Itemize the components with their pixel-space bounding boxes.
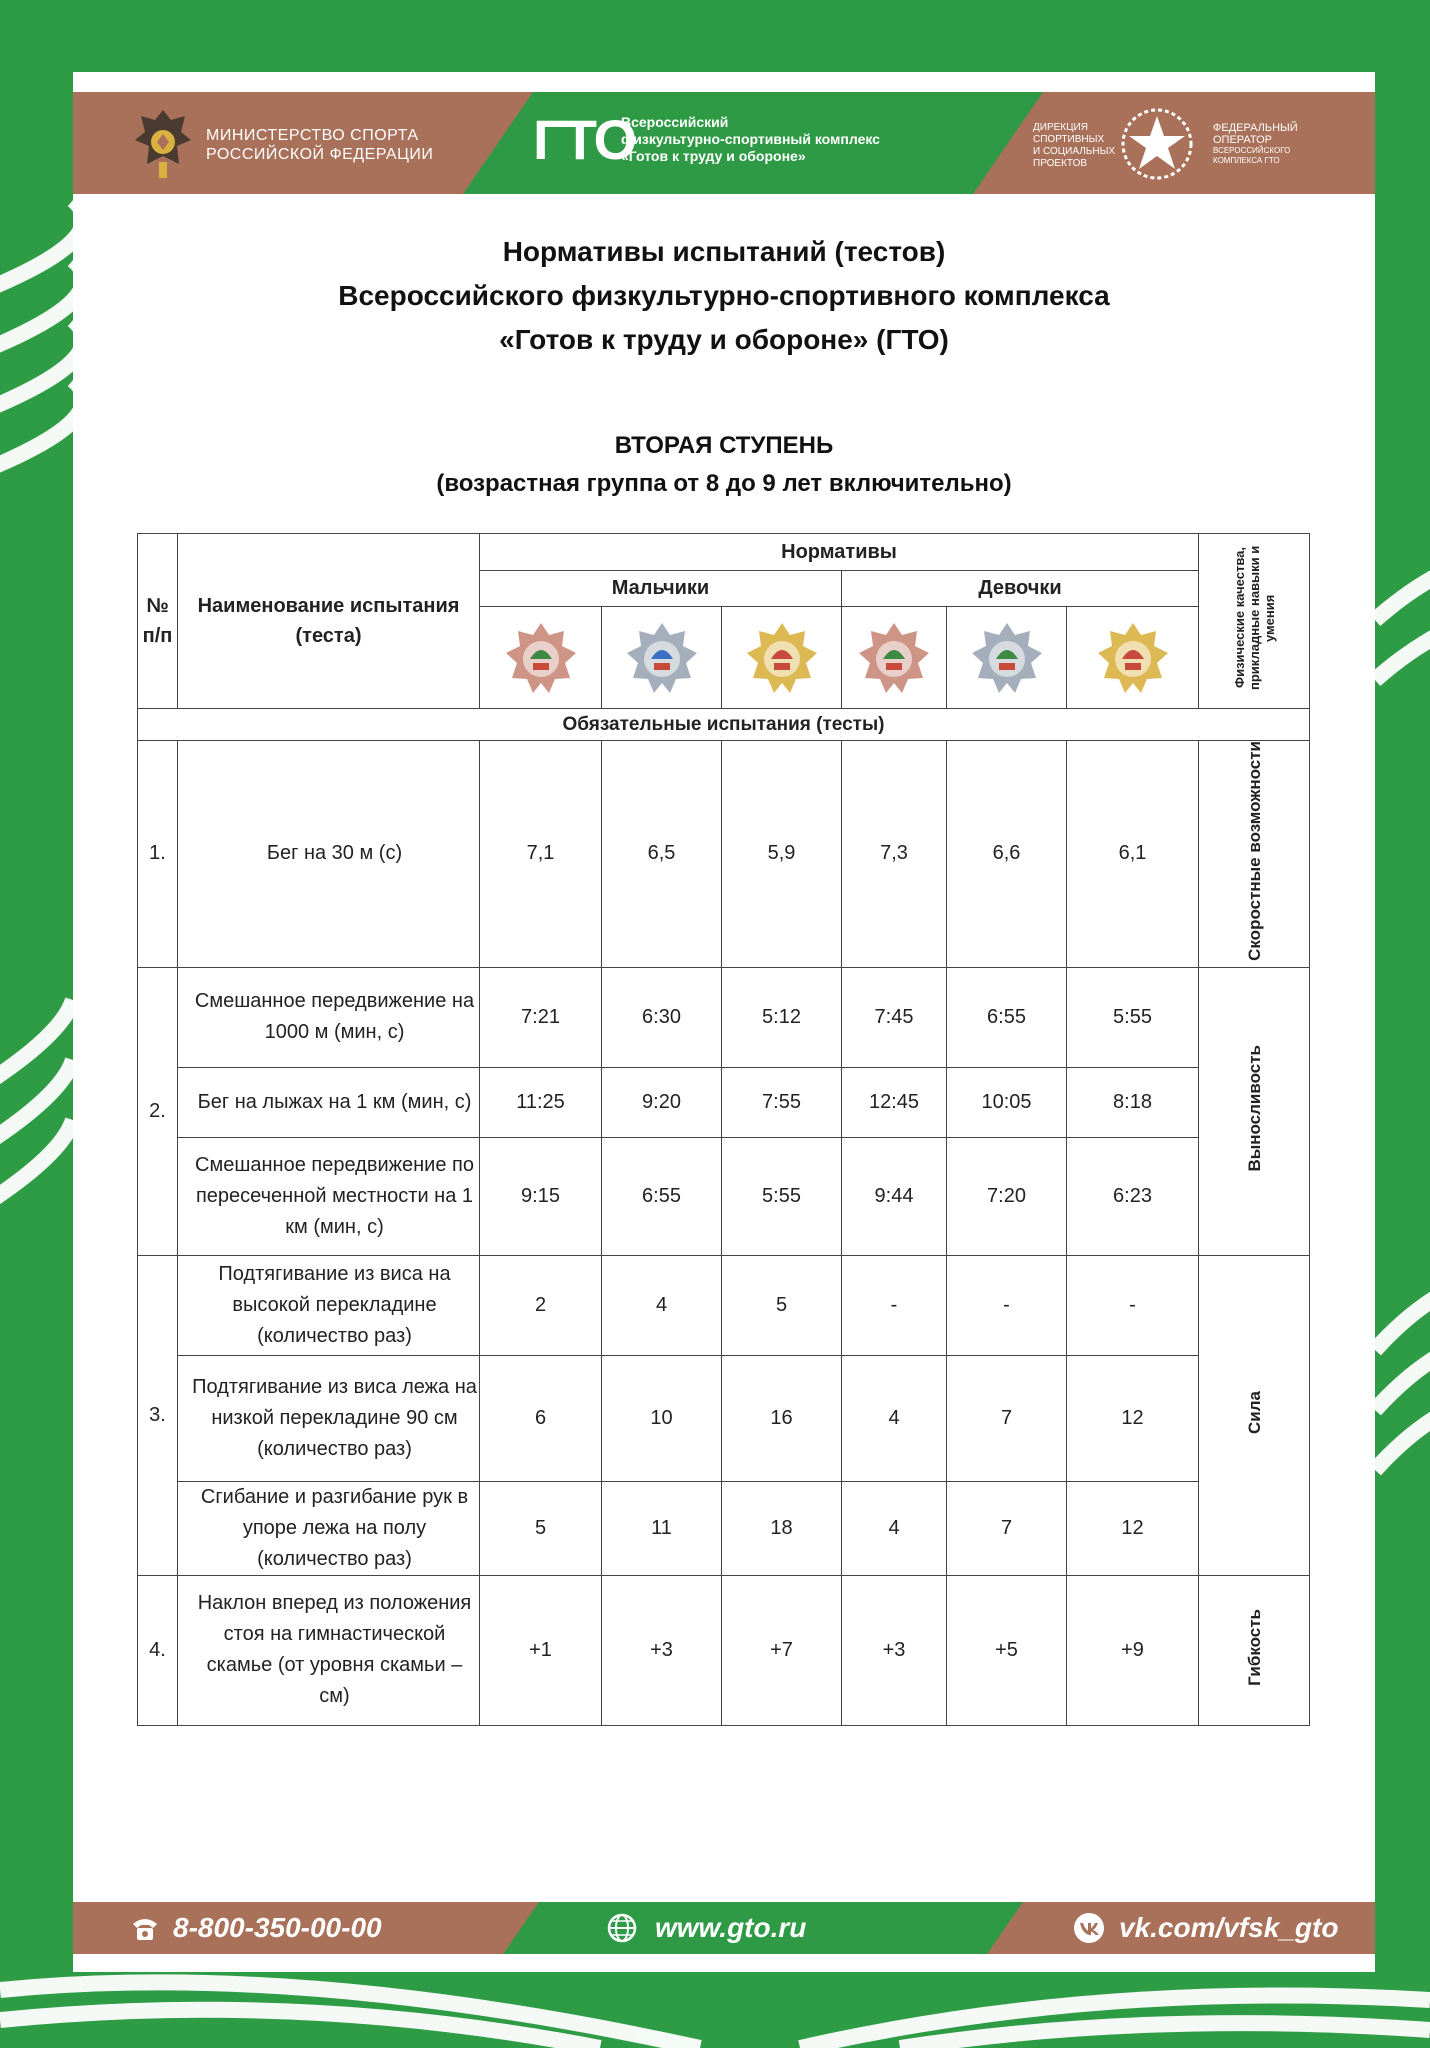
norm-value: 18 bbox=[722, 1481, 842, 1575]
gto-line-2: физкультурно-спортивный комплекс bbox=[621, 131, 880, 147]
badge-cell bbox=[842, 607, 947, 709]
globe-icon bbox=[606, 1912, 638, 1944]
document-sheet bbox=[73, 72, 1375, 1972]
title-line-1: Нормативы испытаний (тестов) bbox=[502, 236, 946, 267]
norm-value: 7,3 bbox=[842, 741, 947, 968]
star-emblem-icon bbox=[1118, 106, 1196, 182]
norms-table bbox=[137, 533, 1310, 1726]
physical-quality: Выносливость bbox=[1199, 967, 1310, 1255]
norm-value: 16 bbox=[722, 1355, 842, 1481]
norm-value: 7:45 bbox=[842, 967, 947, 1067]
norm-value: +7 bbox=[722, 1575, 842, 1725]
bronze-badge-icon bbox=[855, 619, 933, 697]
badge-cell bbox=[602, 607, 722, 709]
norm-value: 5,9 bbox=[722, 741, 842, 968]
norm-value: - bbox=[947, 1255, 1067, 1355]
stage-name: ВТОРАЯ СТУПЕНЬ bbox=[614, 432, 834, 459]
norm-value: 12 bbox=[1067, 1355, 1199, 1481]
row-number: 1. bbox=[138, 741, 178, 968]
directorate-line-4: ПРОЕКТОВ bbox=[1033, 158, 1088, 169]
gto-line-3: «Готов к труду и обороне» bbox=[621, 148, 806, 164]
table-row bbox=[138, 1481, 1310, 1575]
title-line-3: «Готов к труду и обороне» (ГТО) bbox=[499, 324, 949, 355]
title-line-2: Всероссийского физкультурно-спортивного комплекса bbox=[338, 280, 1110, 311]
norm-value: 7:21 bbox=[480, 967, 602, 1067]
norm-value: 4 bbox=[842, 1481, 947, 1575]
test-name: Смешанное передвижение по пересеченной местности на 1 км (мин, с) bbox=[178, 1137, 480, 1255]
age-group: (возрастная группа от 8 до 9 лет включительно) bbox=[436, 470, 1012, 497]
norm-value: 7:55 bbox=[722, 1067, 842, 1137]
physical-quality: Гибкость bbox=[1199, 1575, 1310, 1725]
norm-value: 4 bbox=[842, 1355, 947, 1481]
table-row bbox=[138, 1067, 1310, 1137]
norm-value: 7 bbox=[947, 1355, 1067, 1481]
test-name: Бег на 30 м (с) bbox=[178, 741, 480, 968]
col-norms-header: Нормативы bbox=[480, 534, 1199, 571]
norm-value: 9:20 bbox=[602, 1067, 722, 1137]
row-number: 4. bbox=[138, 1575, 178, 1725]
federal-operator-name bbox=[1213, 122, 1298, 166]
norm-value: 4 bbox=[602, 1255, 722, 1355]
norm-value: 6,1 bbox=[1067, 741, 1199, 968]
norm-value: - bbox=[1067, 1255, 1199, 1355]
col-qualities-header: Физические качества, прикладные навыки и умения bbox=[1199, 534, 1310, 709]
footer-phone[interactable]: 8-800-350-00-00 bbox=[173, 1912, 382, 1943]
row-number: 2. bbox=[138, 967, 178, 1255]
gold-badge-icon bbox=[743, 619, 821, 697]
directorate-line-1: ДИРЕКЦИЯ bbox=[1033, 122, 1088, 133]
table-row bbox=[138, 1137, 1310, 1255]
operator-line-3: ВСЕРОССИЙСКОГО bbox=[1213, 146, 1291, 155]
section-mandatory: Обязательные испытания (тесты) bbox=[138, 709, 1310, 741]
norm-value: 9:15 bbox=[480, 1137, 602, 1255]
ministry-line-2: РОССИЙСКОЙ ФЕДЕРАЦИИ bbox=[206, 146, 434, 163]
norm-value: 11 bbox=[602, 1481, 722, 1575]
physical-quality: Скоростные возможности bbox=[1199, 741, 1310, 968]
test-name: Сгибание и разгибание рук в упоре лежа на полу (количество раз) bbox=[178, 1481, 480, 1575]
norm-value: 8:18 bbox=[1067, 1067, 1199, 1137]
norm-value: +9 bbox=[1067, 1575, 1199, 1725]
norm-value: 7:20 bbox=[947, 1137, 1067, 1255]
norms-body bbox=[138, 741, 1310, 1726]
table-row bbox=[138, 741, 1310, 968]
operator-line-4: КОМПЛЕКСА ГТО bbox=[1213, 156, 1280, 165]
norm-value: 5 bbox=[480, 1481, 602, 1575]
gto-full-name bbox=[621, 114, 880, 165]
norm-value: 12 bbox=[1067, 1481, 1199, 1575]
norm-value: 7 bbox=[947, 1481, 1067, 1575]
norm-value: +5 bbox=[947, 1575, 1067, 1725]
footer-vk[interactable]: vk.com/vfsk_gto bbox=[1119, 1912, 1339, 1943]
silver-badge-icon bbox=[623, 619, 701, 697]
gto-line-1: Всероссийский bbox=[621, 114, 729, 130]
col-name-header: Наименование испытания (теста) bbox=[178, 534, 480, 709]
norm-value: 5 bbox=[722, 1255, 842, 1355]
norm-value: 5:12 bbox=[722, 967, 842, 1067]
norm-value: 10:05 bbox=[947, 1067, 1067, 1137]
test-name: Наклон вперед из положения стоя на гимнастической скамье (от уровня скамьи – см) bbox=[178, 1575, 480, 1725]
vk-icon bbox=[1073, 1912, 1105, 1944]
test-name: Смешанное передвижение на 1000 м (мин, с) bbox=[178, 967, 480, 1067]
norm-value: 6 bbox=[480, 1355, 602, 1481]
norm-value: +1 bbox=[480, 1575, 602, 1725]
norm-value: 11:25 bbox=[480, 1067, 602, 1137]
row-number: 3. bbox=[138, 1255, 178, 1575]
physical-quality: Сила bbox=[1199, 1255, 1310, 1575]
bronze-badge-icon bbox=[502, 619, 580, 697]
stage-heading bbox=[73, 427, 1375, 503]
phone-icon bbox=[129, 1912, 161, 1944]
norm-value: 10 bbox=[602, 1355, 722, 1481]
table-row bbox=[138, 967, 1310, 1067]
footer-band bbox=[73, 1902, 1375, 1954]
norm-value: 12:45 bbox=[842, 1067, 947, 1137]
norm-value: 6,5 bbox=[602, 741, 722, 968]
directorate-name bbox=[1033, 122, 1115, 170]
directorate-line-3: И СОЦИАЛЬНЫХ bbox=[1033, 146, 1116, 157]
norm-value: - bbox=[842, 1255, 947, 1355]
norm-value: 6,6 bbox=[947, 741, 1067, 968]
document-title bbox=[73, 230, 1375, 362]
col-girls-header: Девочки bbox=[842, 571, 1199, 607]
norm-value: 5:55 bbox=[722, 1137, 842, 1255]
badge-cell bbox=[480, 607, 602, 709]
directorate-line-2: СПОРТИВНЫХ bbox=[1033, 134, 1105, 145]
table-row bbox=[138, 1575, 1310, 1725]
norm-value: 6:55 bbox=[947, 967, 1067, 1067]
header-band bbox=[73, 92, 1375, 194]
silver-badge-icon bbox=[968, 619, 1046, 697]
gto-logo: ГТО bbox=[533, 108, 636, 171]
norm-value: 6:55 bbox=[602, 1137, 722, 1255]
badge-cell bbox=[947, 607, 1067, 709]
norm-value: 7,1 bbox=[480, 741, 602, 968]
operator-line-1: ФЕДЕРАЛЬНЫЙ bbox=[1213, 122, 1298, 134]
ministry-emblem-icon bbox=[131, 106, 195, 182]
table-row bbox=[138, 1255, 1310, 1355]
ministry-line-1: МИНИСТЕРСТВО СПОРТА bbox=[206, 127, 419, 144]
norm-value: 6:30 bbox=[602, 967, 722, 1067]
badge-cell bbox=[722, 607, 842, 709]
norm-value: 5:55 bbox=[1067, 967, 1199, 1067]
badge-cell bbox=[1067, 607, 1199, 709]
test-name: Подтягивание из виса на высокой перекладине (количество раз) bbox=[178, 1255, 480, 1355]
ministry-name bbox=[206, 126, 433, 164]
col-num-header: № п/п bbox=[138, 534, 178, 709]
norm-value: 9:44 bbox=[842, 1137, 947, 1255]
norm-value: +3 bbox=[602, 1575, 722, 1725]
footer-site[interactable]: www.gto.ru bbox=[655, 1912, 807, 1943]
test-name: Бег на лыжах на 1 км (мин, с) bbox=[178, 1067, 480, 1137]
operator-line-2: ОПЕРАТОР bbox=[1213, 134, 1272, 146]
table-row bbox=[138, 1355, 1310, 1481]
col-boys-header: Мальчики bbox=[480, 571, 842, 607]
norm-value: 6:23 bbox=[1067, 1137, 1199, 1255]
gold-badge-icon bbox=[1094, 619, 1172, 697]
test-name: Подтягивание из виса лежа на низкой перекладине 90 см (количество раз) bbox=[178, 1355, 480, 1481]
norm-value: +3 bbox=[842, 1575, 947, 1725]
norm-value: 2 bbox=[480, 1255, 602, 1355]
